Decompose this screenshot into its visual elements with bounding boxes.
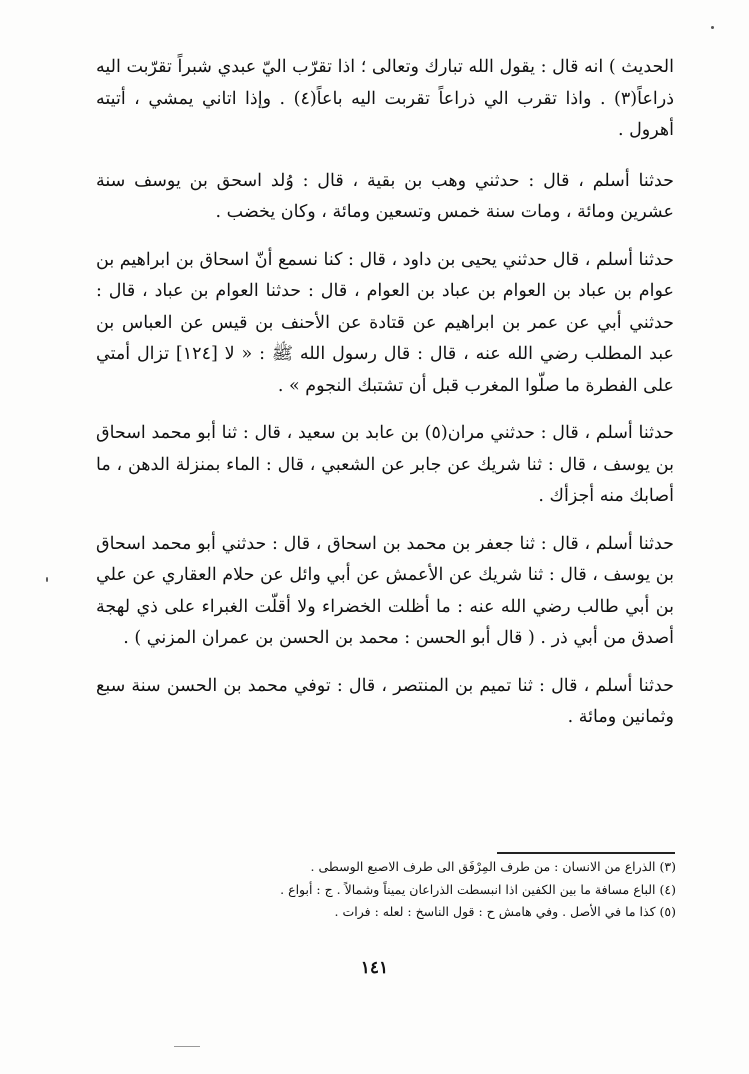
paragraph-hadith-continuation: الحديث ) انه قال : يقول الله تبارك وتعالى ؛ اذا تقرّب اليّ عبدي شبراً تقرّبت اليه ذراعاً(٣) . واذا تقرب الي ذراعاً تقربت اليه باعاً(٤) . وإذا اتاني يمشي ، أتيته أهرول . [96,57,674,140]
page-number: ١٤١ [360,958,389,978]
footnote-3: (٣) الذراع من الانسان : من طرف المِرْفَق الى طرف الاصبع الوسطى . [310,859,676,874]
footnote-4: (٤) الباع مسافة ما بين الكفين اذا انبسطت الذراعان يميناً وشمالاً . ج : أبواع . [280,881,676,897]
paragraph-abu-dharr: حدثنا أسلم ، قال : ثنا جعفر بن محمد بن اسحاق ، قال : حدثني أبو محمد اسحاق بن يوسف ، قال : ثنا شريك عن الأعمش عن أبي وائل عن حلام العقاري عن علي بن أبي طالب رضي الله عنه : ما أظلت الخضراء ولا أقلّت الغبراء على ذي لهجة أصدق من أبي ذر . ( قال أبو الحسن : محمد بن الحسن بن عمران المزني ) . [96,533,674,648]
scan-speck [711,26,714,29]
footnote-5: (٥) كذا ما في الأصل . وفي هامش ح : قول الناسخ : لعله : فرات . [334,904,676,919]
main-text [96,52,674,750]
paragraph-water-saying: حدثنا أسلم ، قال : حدثني مران(٥) بن عابد بن سعيد ، قال : ثنا أبو محمد اسحاق بن يوسف ، قال : ثنا شريك عن جابر عن الشعبي ، قال : الماء بمنزلة الدهن ، ما أصابك منه أجزأك . [96,423,674,506]
footnotes [200,856,676,924]
footnote-separator [497,852,675,854]
scan-speck [46,577,48,582]
paragraph-maghrib-hadith: حدثنا أسلم ، قال حدثني يحيى بن داود ، قال : كنا نسمع أنّ اسحاق بن ابراهيم بن عوام بن عباد بن العوام بن عباد بن العوام ، قال : حدثنا العوام بن عباد ، قال : حدثني أبي عن عمر بن ابراهيم عن قتادة عن الأحنف بن قيس عن العباس بن عبد المطلب رضي الله عنه ، قال : قال رسول الله ﷺ : « لا [١٢٤] تزال أمتي على الفطرة ما صلّوا المغرب قبل أن تشتبك النجوم » . [96,249,674,396]
paragraph-muhammad-death: حدثنا أسلم ، قال : ثنا تميم بن المنتصر ، قال : توفي محمد بن الحسن سنة سبع وثمانين ومائة . [96,675,674,727]
scan-speck [174,1046,200,1047]
paragraph-ishaq-birth-death: حدثنا أسلم ، قال : حدثني وهب بن بقية ، قال : وُلد اسحق بن يوسف سنة عشرين ومائة ، ومات سنة خمس وتسعين ومائة ، وكان يخضب . [96,170,674,222]
